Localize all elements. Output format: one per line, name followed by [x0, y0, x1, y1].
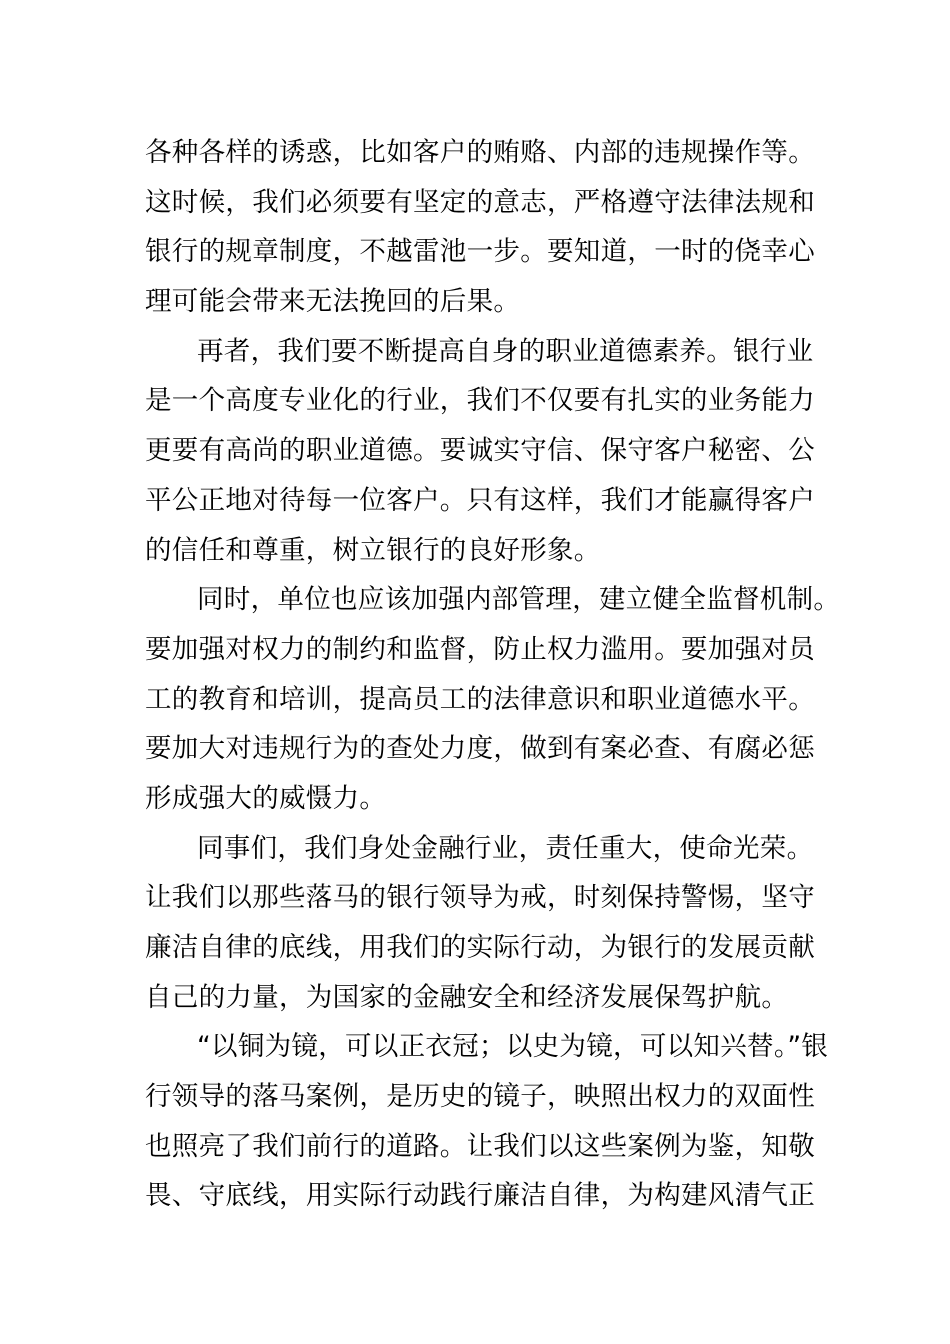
paragraph-first-line: “以铜为镜，可以正衣冠；以史为镜，可以知兴替。”银 [197, 1031, 829, 1063]
text-line: 平公正地对待每一位客户。只有这样，我们才能赢得客户 [145, 484, 815, 516]
body-text [145, 128, 865, 1221]
text-line: 理可能会带来无法挽回的后果。 [145, 286, 521, 318]
paragraph-first-line: 同事们，我们身处金融行业，责任重大，使命光荣。 [197, 832, 814, 864]
text-line: 要加强对权力的制约和监督，防止权力滥用。要加强对员 [145, 633, 815, 665]
text-line: 也照亮了我们前行的道路。让我们以这些案例为鉴，知敬 [145, 1130, 815, 1162]
text-line: 工的教育和培训，提高员工的法律意识和职业道德水平。 [145, 683, 815, 715]
text-line: 银行的规章制度，不越雷池一步。要知道，一时的侥幸心 [145, 236, 815, 268]
paragraph-first-line: 再者，我们要不断提高自身的职业道德素养。银行业 [197, 335, 814, 367]
text-line: 的信任和尊重，树立银行的良好形象。 [145, 534, 601, 566]
paragraph-first-line: 同时，单位也应该加强内部管理，建立健全监督机制。 [197, 584, 841, 616]
text-line: 廉洁自律的底线，用我们的实际行动，为银行的发展贡献 [145, 932, 815, 963]
text-line: 畏、守底线，用实际行动践行廉洁自律，为构建风清气正 [145, 1180, 815, 1212]
text-line: 是一个高度专业化的行业，我们不仅要有扎实的业务能力 [145, 385, 815, 417]
text-line: 自己的力量，为国家的金融安全和经济发展保驾护航。 [145, 981, 789, 1013]
text-line: 行领导的落马案例，是历史的镜子，映照出权力的双面性 [145, 1081, 815, 1113]
text-line: 各种各样的诱惑，比如客户的贿赂、内部的违规操作等。 [145, 137, 815, 168]
text-line: 要加大对违规行为的查处力度，做到有案必查、有腐必惩 [145, 733, 815, 765]
text-line: 更要有高尚的职业道德。要诚实守信、保守客户秘密、公 [145, 435, 815, 467]
text-line: 让我们以那些落马的银行领导为戒，时刻保持警惕，坚守 [145, 882, 815, 914]
text-line: 形成强大的威慑力。 [145, 782, 387, 814]
text-line: 这时候，我们必须要有坚定的意志，严格遵守法律法规和 [145, 186, 815, 218]
